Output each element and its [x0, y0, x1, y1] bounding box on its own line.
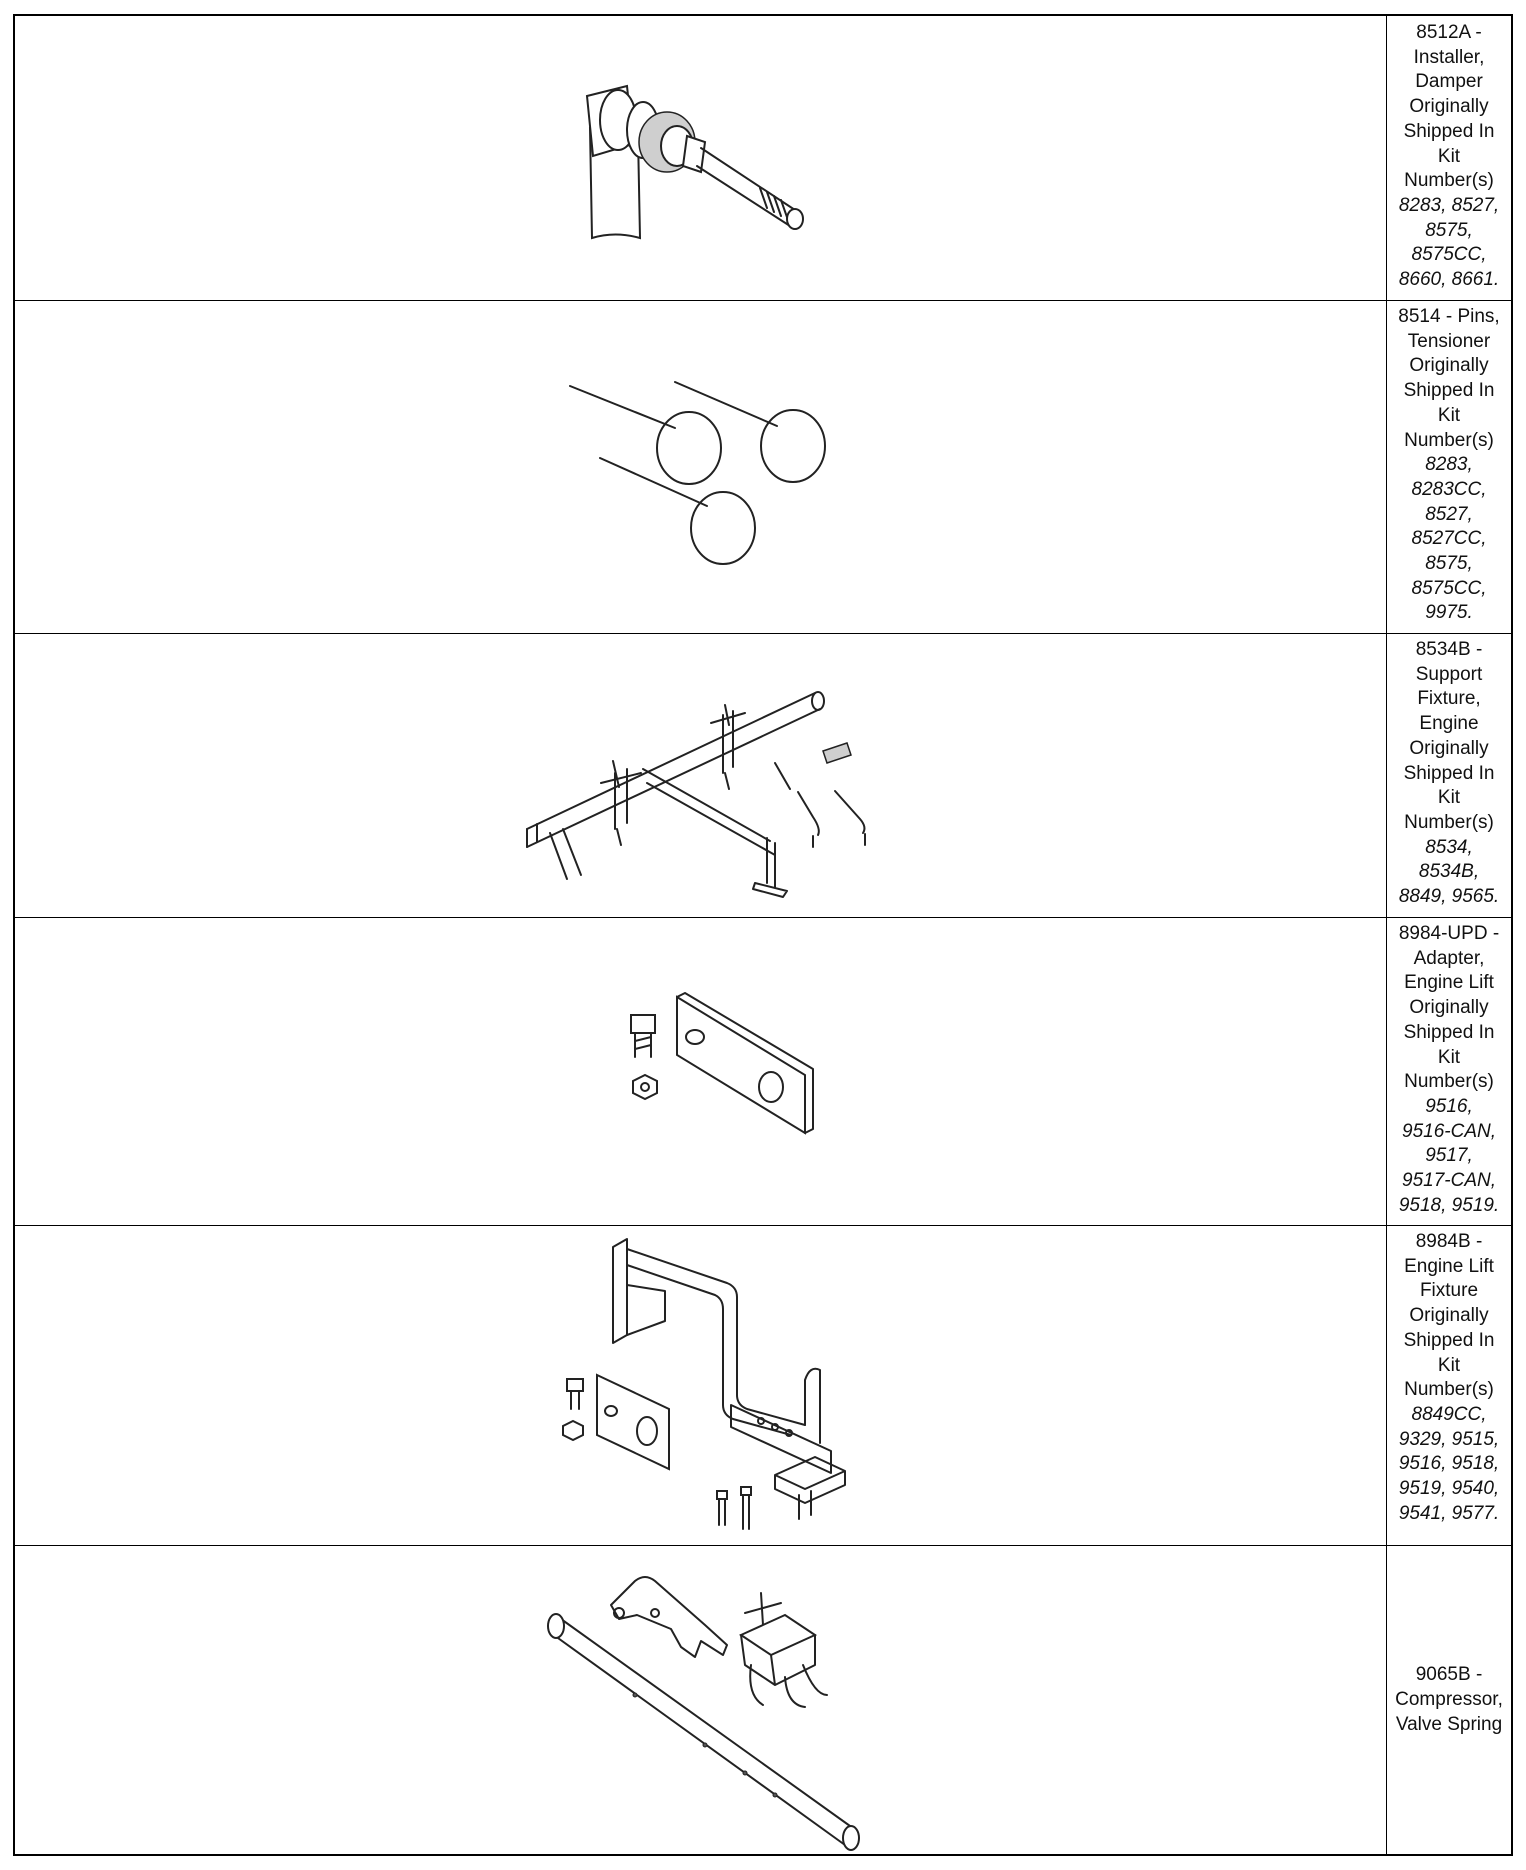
- kit-numbers-line: 9519, 9540,: [1398, 1478, 1500, 1500]
- tool-title-line: 8534B -: [1415, 639, 1483, 660]
- tool-row-8512a: [15, 16, 1511, 301]
- kit-numbers-line: 8527CC,: [1411, 528, 1487, 550]
- engine-support-fixture-illustration: [15, 633, 1386, 917]
- tool-title-line: Damper: [1415, 71, 1483, 93]
- tool-title-line: Engine Lift: [1404, 1255, 1494, 1277]
- kit-numbers-line: 8534,: [1425, 836, 1473, 858]
- engine-lift-adapter-illustration: [15, 917, 1386, 1225]
- tool-row-8514: [15, 300, 1511, 634]
- tool-title-line: Adapter,: [1413, 947, 1485, 969]
- tool-illustration-cell: [15, 300, 1386, 633]
- tool-illustration-cell: [15, 1545, 1386, 1856]
- kit-numbers-line: 8575CC,: [1411, 577, 1487, 599]
- kit-numbers-line: 9518, 9519.: [1398, 1194, 1500, 1216]
- shipped-label-line: Shipped In: [1403, 762, 1495, 784]
- tool-title-line: 8514 - Pins,: [1398, 306, 1500, 327]
- kit-numbers-line: 9516,: [1425, 1095, 1473, 1117]
- damper-installer-illustration: [15, 16, 1386, 300]
- engine-lift-fixture-illustration: [15, 1225, 1386, 1545]
- kit-numbers-line: 8575CC,: [1411, 244, 1487, 266]
- kit-numbers-line: 8849, 9565.: [1398, 886, 1500, 908]
- tool-row-8534b: [15, 633, 1511, 918]
- tool-illustration-cell: [15, 917, 1386, 1225]
- tool-title-line: Engine: [1419, 713, 1479, 735]
- tool-illustration-cell: [15, 633, 1386, 917]
- kit-numbers-line: 8283, 8527,: [1398, 194, 1500, 216]
- shipped-label-line: Number(s): [1404, 429, 1494, 451]
- shipped-label-line: Originally: [1409, 997, 1489, 1019]
- shipped-label-line: Shipped In: [1403, 380, 1495, 402]
- tool-description-cell: [1386, 633, 1511, 917]
- special-tools-table: [13, 14, 1513, 1856]
- tool-title-line: Compressor,: [1395, 1689, 1503, 1711]
- tensioner-pins-illustration: [15, 300, 1386, 633]
- shipped-label-line: Number(s): [1404, 170, 1494, 192]
- shipped-label-line: Shipped In: [1403, 120, 1495, 142]
- shipped-label-line: Kit: [1437, 1046, 1461, 1068]
- tool-description-cell: [1386, 917, 1511, 1225]
- kit-numbers-line: 9517-CAN,: [1402, 1170, 1496, 1192]
- shipped-label-line: Kit: [1437, 404, 1461, 426]
- tool-title-line: Fixture,: [1417, 688, 1481, 710]
- valve-spring-compressor-illustration: [15, 1545, 1386, 1856]
- kit-numbers-line: 8660, 8661.: [1398, 269, 1500, 291]
- tool-description-cell: [1386, 1225, 1511, 1545]
- tool-title-line: Valve Spring: [1395, 1713, 1503, 1735]
- shipped-label-line: Originally: [1409, 737, 1489, 759]
- tool-description-cell: [1386, 300, 1511, 633]
- shipped-label-line: Number(s): [1404, 811, 1494, 833]
- kit-numbers-line: 8534B,: [1418, 861, 1480, 883]
- kit-numbers-line: 9329, 9515,: [1398, 1428, 1500, 1450]
- kit-numbers-line: 9541, 9577.: [1398, 1502, 1500, 1524]
- kit-numbers-line: 8575,: [1425, 553, 1473, 575]
- tool-title-line: Installer,: [1413, 46, 1485, 68]
- shipped-label-line: Kit: [1437, 787, 1461, 809]
- tool-title-line: Support: [1415, 663, 1483, 685]
- kit-numbers-line: 9975.: [1425, 602, 1473, 624]
- kit-numbers-line: 8283,: [1425, 454, 1473, 476]
- tool-title-line: 8512A -: [1416, 22, 1482, 43]
- tool-row-8984-upd: [15, 917, 1511, 1226]
- tool-description-cell: [1386, 16, 1511, 300]
- tool-row-8984b: [15, 1225, 1511, 1546]
- shipped-label-line: Shipped In: [1403, 1329, 1495, 1351]
- kit-numbers-line: 8849CC,: [1411, 1403, 1487, 1425]
- kit-numbers-line: 9516-CAN,: [1402, 1120, 1496, 1142]
- shipped-label-line: Shipped In: [1403, 1021, 1495, 1043]
- kit-numbers-line: 8283CC,: [1411, 478, 1487, 500]
- tool-title-line: 8984B -: [1415, 1231, 1483, 1252]
- tool-title-line: 9065B -: [1415, 1664, 1483, 1686]
- shipped-label-line: Kit: [1437, 145, 1461, 167]
- shipped-label-line: Number(s): [1404, 1379, 1494, 1401]
- shipped-label-line: Originally: [1409, 96, 1489, 118]
- tool-row-9065b: [15, 1545, 1511, 1856]
- shipped-label-line: Kit: [1437, 1354, 1461, 1376]
- tool-description-cell: [1386, 1545, 1511, 1856]
- kit-numbers-line: 9517,: [1425, 1145, 1473, 1167]
- tool-illustration-cell: [15, 1225, 1386, 1545]
- tool-title-line: Engine Lift: [1404, 972, 1494, 994]
- kit-numbers-line: 8575,: [1425, 219, 1473, 241]
- kit-numbers-line: 9516, 9518,: [1398, 1453, 1500, 1475]
- kit-numbers-line: 8527,: [1425, 503, 1473, 525]
- tool-title-line: Fixture: [1419, 1280, 1479, 1302]
- shipped-label-line: Originally: [1409, 1305, 1489, 1327]
- shipped-label-line: Originally: [1409, 355, 1489, 377]
- tool-title-line: Tensioner: [1407, 330, 1491, 352]
- tool-illustration-cell: [15, 16, 1386, 300]
- tool-title-line: 8984-UPD -: [1398, 923, 1500, 944]
- shipped-label-line: Number(s): [1404, 1071, 1494, 1093]
